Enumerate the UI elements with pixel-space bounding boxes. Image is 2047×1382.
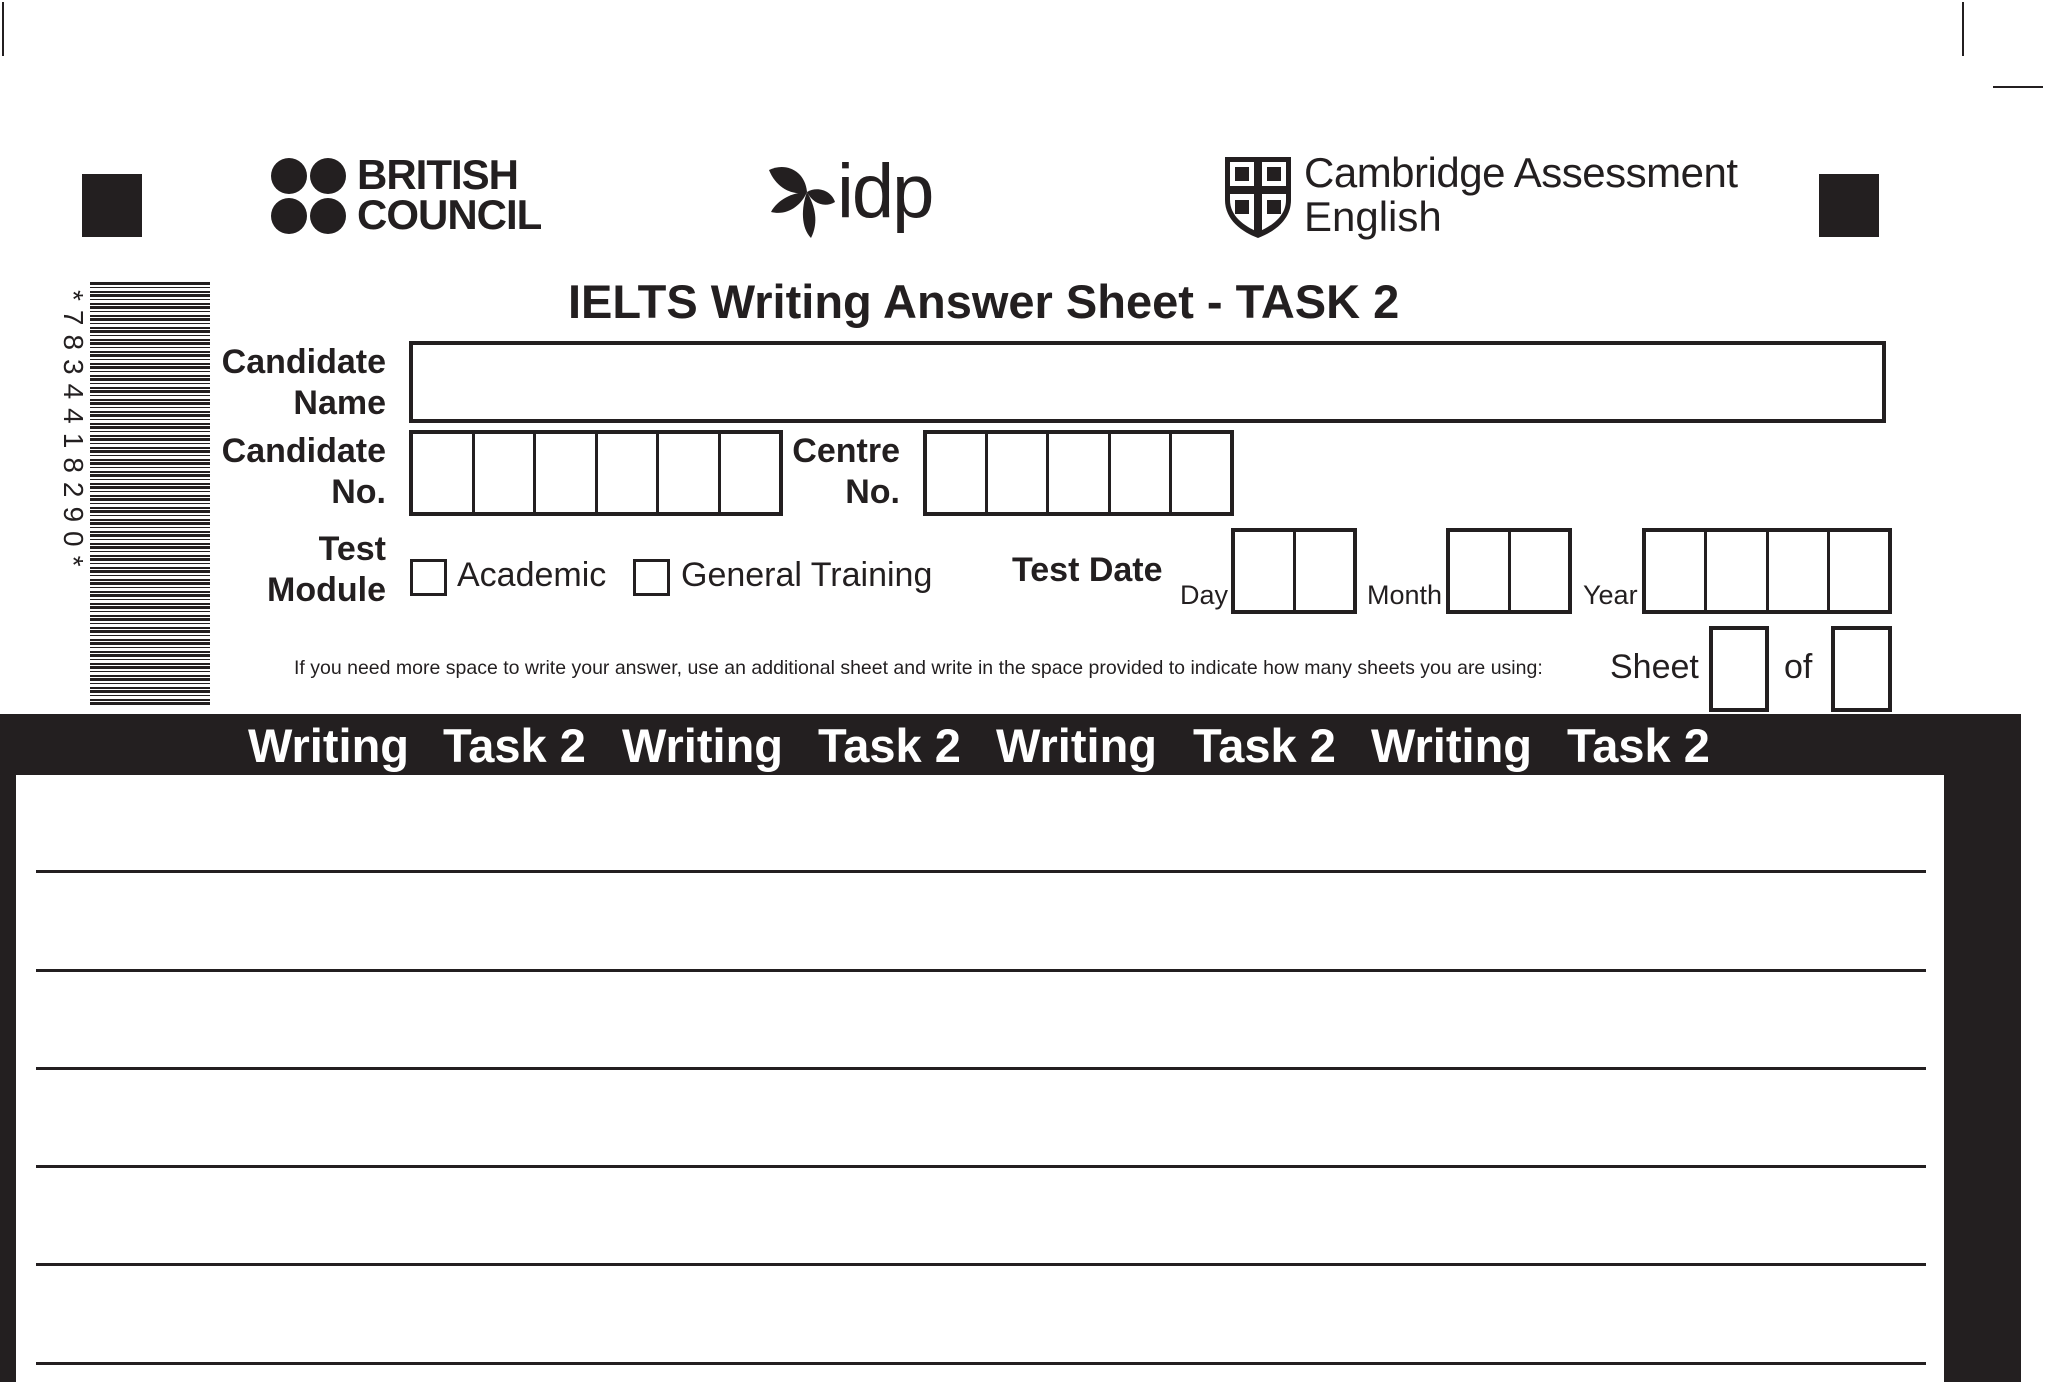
academic-checkbox[interactable]	[410, 559, 447, 596]
centre-no-digit[interactable]	[1049, 434, 1110, 512]
centre-no-digit[interactable]	[927, 434, 988, 512]
candidate-name-field[interactable]	[409, 341, 1886, 423]
band-label-writing: Writing	[248, 719, 409, 772]
day-label: Day	[1180, 580, 1229, 610]
band-label-writing: Writing	[996, 719, 1157, 772]
general-training-label: General Training	[681, 556, 933, 594]
british-council-dots-icon	[270, 157, 350, 237]
barcode-bars	[90, 282, 210, 706]
centre-no-label-line-1: Centre	[792, 432, 900, 470]
month-label: Month	[1367, 580, 1443, 610]
barcode-digits: *7834418290*	[58, 290, 89, 576]
year-digit[interactable]	[1769, 532, 1830, 610]
centre-no-label-line-2: No.	[845, 473, 900, 511]
sheet-number-field[interactable]	[1709, 626, 1769, 712]
candidate-no-digit[interactable]	[721, 434, 780, 512]
centre-no-label	[780, 431, 900, 513]
crop-mark-right-horizontal	[1993, 86, 2043, 88]
british-council-logo	[270, 151, 542, 238]
candidate-name-label-line-1: Candidate	[221, 343, 386, 381]
year-digit[interactable]	[1646, 532, 1707, 610]
test-module-label-line-2: Module	[267, 571, 386, 609]
page-title: IELTS Writing Answer Sheet - TASK 2	[568, 275, 1400, 328]
writing-area[interactable]	[16, 775, 1944, 1382]
ruled-line	[36, 1362, 1926, 1365]
ruled-line	[36, 1263, 1926, 1266]
extra-sheet-instruction: If you need more space to write your answer, use an additional sheet and write in the space provided to indicate how many sheets you are using:	[294, 657, 1543, 679]
ruled-line	[36, 1165, 1926, 1168]
registration-marker-left	[82, 174, 142, 237]
registration-marker-right	[1819, 174, 1879, 237]
crop-mark-left	[2, 2, 4, 56]
candidate-no-field[interactable]	[409, 430, 783, 516]
candidate-no-digit[interactable]	[475, 434, 537, 512]
candidate-no-digit[interactable]	[413, 434, 475, 512]
test-module-label-line-1: Test	[318, 530, 386, 568]
candidate-no-label-line-1: Candidate	[221, 432, 386, 470]
test-date-label: Test Date	[1012, 551, 1163, 589]
year-digit[interactable]	[1707, 532, 1768, 610]
idp-wordmark: idp	[837, 149, 933, 234]
idp-leaf-icon	[765, 162, 839, 242]
ruled-line	[36, 870, 1926, 873]
band-label-task: Task 2	[1193, 719, 1336, 772]
centre-no-digit[interactable]	[988, 434, 1049, 512]
cambridge-shield-icon	[1222, 154, 1294, 240]
candidate-name-label-line-2: Name	[293, 384, 386, 422]
month-field[interactable]	[1446, 528, 1572, 614]
crop-mark-right	[1962, 2, 1964, 56]
centre-no-digit[interactable]	[1172, 434, 1230, 512]
centre-no-field[interactable]	[923, 430, 1234, 516]
candidate-no-digit[interactable]	[536, 434, 598, 512]
sheet-total-field[interactable]	[1831, 626, 1892, 712]
candidate-no-digit[interactable]	[598, 434, 660, 512]
band-label-task: Task 2	[818, 719, 961, 772]
british-council-line-1: BRITISH	[357, 151, 518, 198]
month-digit[interactable]	[1511, 532, 1569, 610]
candidate-name-label	[200, 342, 386, 424]
british-council-line-2: COUNCIL	[357, 191, 542, 238]
day-digit[interactable]	[1235, 532, 1296, 610]
day-digit[interactable]	[1296, 532, 1354, 610]
general-training-checkbox[interactable]	[633, 559, 670, 596]
day-field[interactable]	[1231, 528, 1357, 614]
band-label-writing: Writing	[622, 719, 783, 772]
candidate-no-label	[200, 431, 386, 513]
cambridge-line-2: English	[1304, 193, 1442, 240]
of-label: of	[1784, 648, 1813, 686]
ruled-line	[36, 1067, 1926, 1070]
month-digit[interactable]	[1450, 532, 1511, 610]
band-label-writing: Writing	[1371, 719, 1532, 772]
candidate-no-label-line-2: No.	[331, 473, 386, 511]
year-digit[interactable]	[1830, 532, 1888, 610]
candidate-no-digit[interactable]	[659, 434, 721, 512]
sheet-label: Sheet	[1610, 648, 1699, 686]
year-label: Year	[1583, 580, 1638, 610]
band-label-task: Task 2	[443, 719, 586, 772]
ruled-line	[36, 969, 1926, 972]
idp-logo	[765, 149, 955, 242]
barcode	[90, 282, 210, 706]
academic-label: Academic	[457, 556, 607, 594]
cambridge-line-1: Cambridge Assessment	[1304, 149, 1738, 196]
centre-no-digit[interactable]	[1111, 434, 1172, 512]
test-module-label	[200, 529, 386, 611]
year-field[interactable]	[1642, 528, 1892, 614]
band-label-task: Task 2	[1567, 719, 1710, 772]
cambridge-logo	[1222, 150, 1742, 240]
